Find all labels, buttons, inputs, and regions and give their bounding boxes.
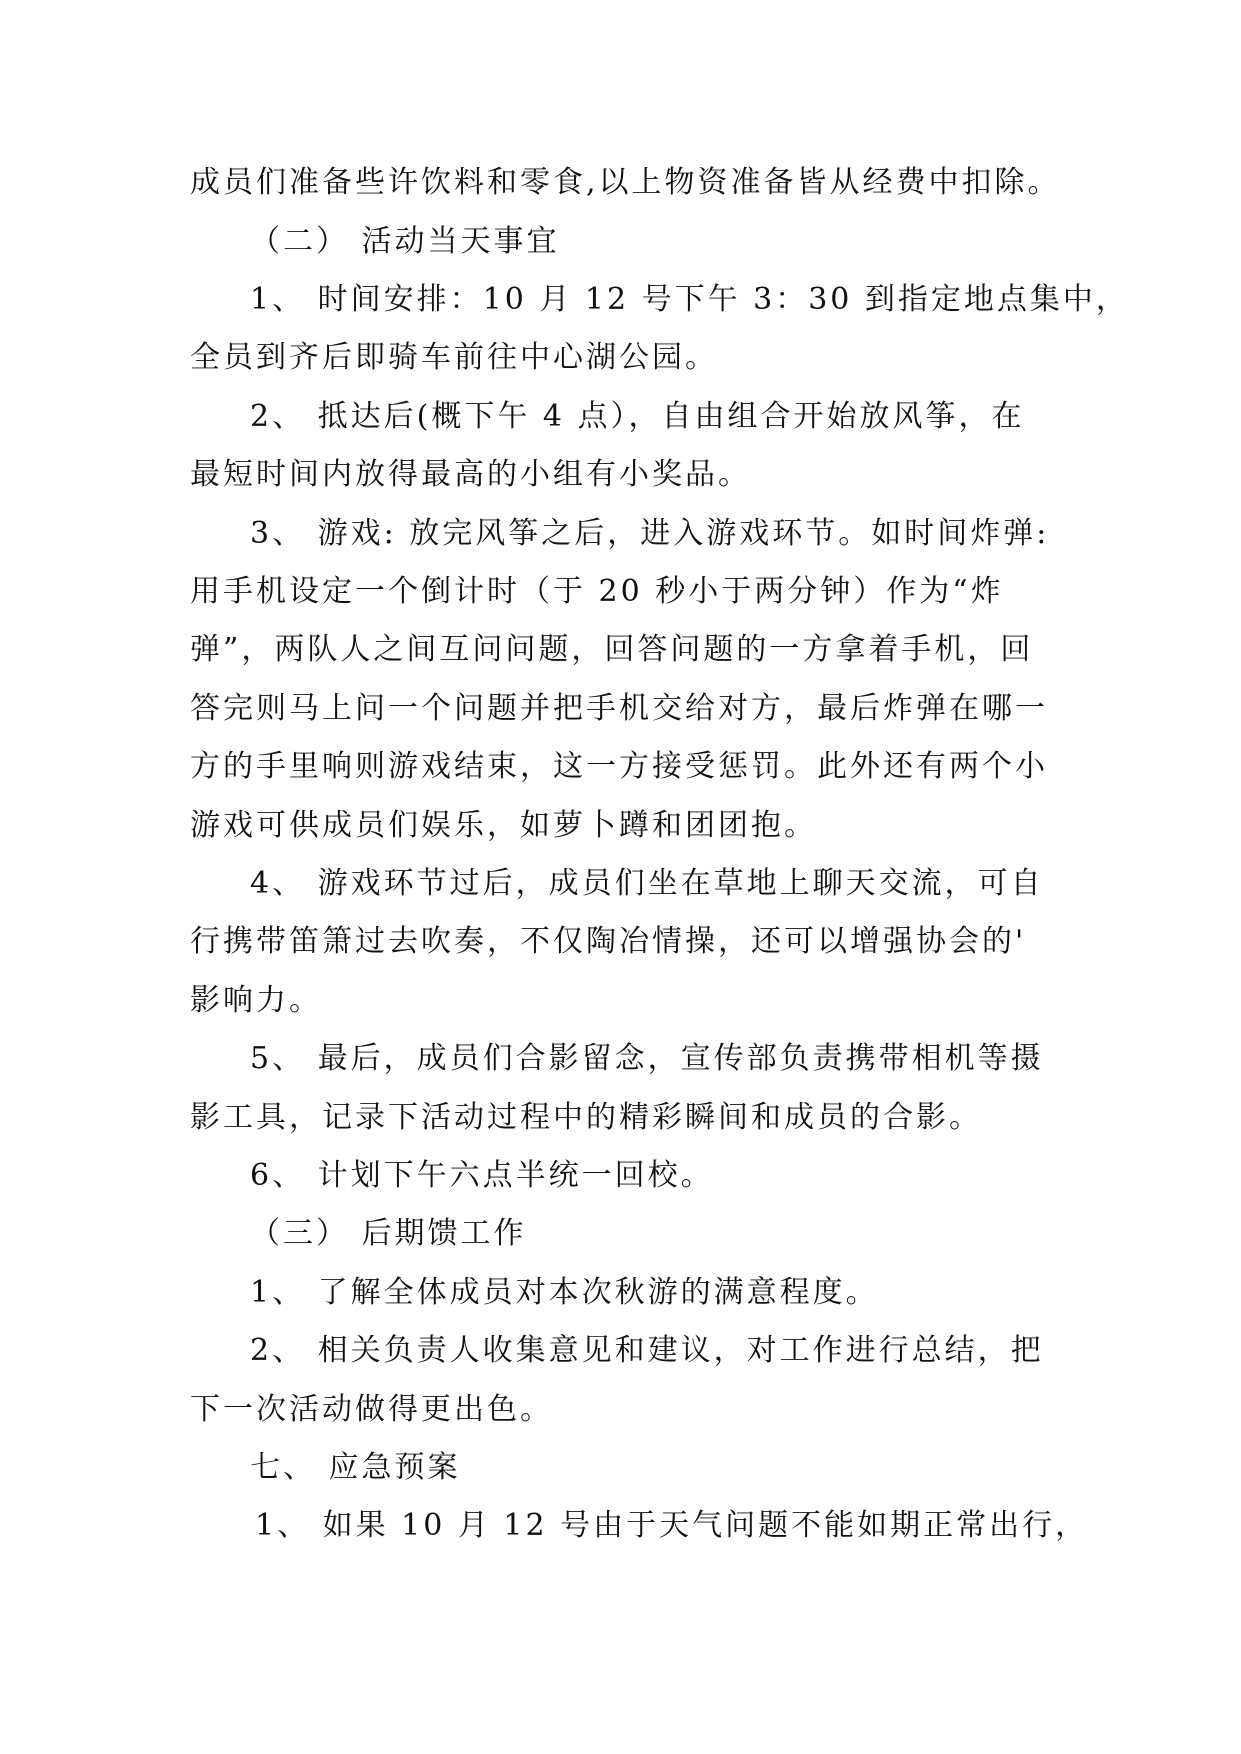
text-line-5: 2、 抵达后(概下午 4 点），自由组合开始放风筝，在 [250,399,1025,434]
text-line-8: 用手机设定一个倒计时（于 20 秒小于两分钟）作为“炸 [190,574,1004,609]
text-line-17: 影工具，记录下活动过程中的精彩瞬间和成员的合影。 [190,1100,982,1135]
section-heading-emergency-plan: 七、 应急预案 [250,1450,461,1485]
text-line-9: 弹”，两队人之间互问问题，回答问题的一方拿着手机，回 [190,632,1034,667]
text-line-18: 6、 计划下午六点半统一回校。 [250,1158,714,1193]
text-line-7: 3、 游戏: 放完风筝之后，进入游戏环节。如时间炸弹: [250,516,1050,551]
text-line-11: 方的手里响则游戏结束，这一方接受惩罚。此外还有两个小 [190,749,1048,784]
text-line-3: 1、 时间安排：10 月 12 号下午 3：30 到指定地点集中， [250,282,1129,317]
text-line-6: 最短时间内放得最高的小组有小奖品。 [190,457,751,492]
text-line-22: 下一次活动做得更出色。 [190,1392,553,1427]
text-line-1: 成员们准备些许饮料和零食,以上物资准备皆从经费中扣除。 [190,165,1061,200]
text-line-24: 1、 如果 10 月 12 号由于天气问题不能如期正常出行， [255,1508,1089,1543]
text-line-14: 行携带笛箫过去吹奏，不仅陶冶情操，还可以增强协会的' [190,924,1027,959]
text-line-16: 5、 最后，成员们合影留念，宣传部负责携带相机等摄 [250,1041,1044,1076]
text-line-10: 答完则马上问一个问题并把手机交给对方，最后炸弹在哪一 [190,691,1048,726]
section-heading-follow-up: （三） 后期馈工作 [250,1216,527,1251]
text-line-4: 全员到齐后即骑车前往中心湖公园。 [190,340,718,375]
text-line-13: 4、 游戏环节过后，成员们坐在草地上聊天交流，可自 [250,866,1044,901]
section-heading-activity-day: （二） 活动当天事宜 [250,224,560,259]
text-line-20: 1、 了解全体成员对本次秋游的满意程度。 [250,1275,879,1310]
text-line-15: 影响力。 [190,983,322,1018]
text-line-21: 2、 相关负责人收集意见和建议，对工作进行总结，把 [250,1333,1044,1368]
text-line-12: 游戏可供成员们娱乐，如萝卜蹲和团团抱。 [190,808,817,843]
